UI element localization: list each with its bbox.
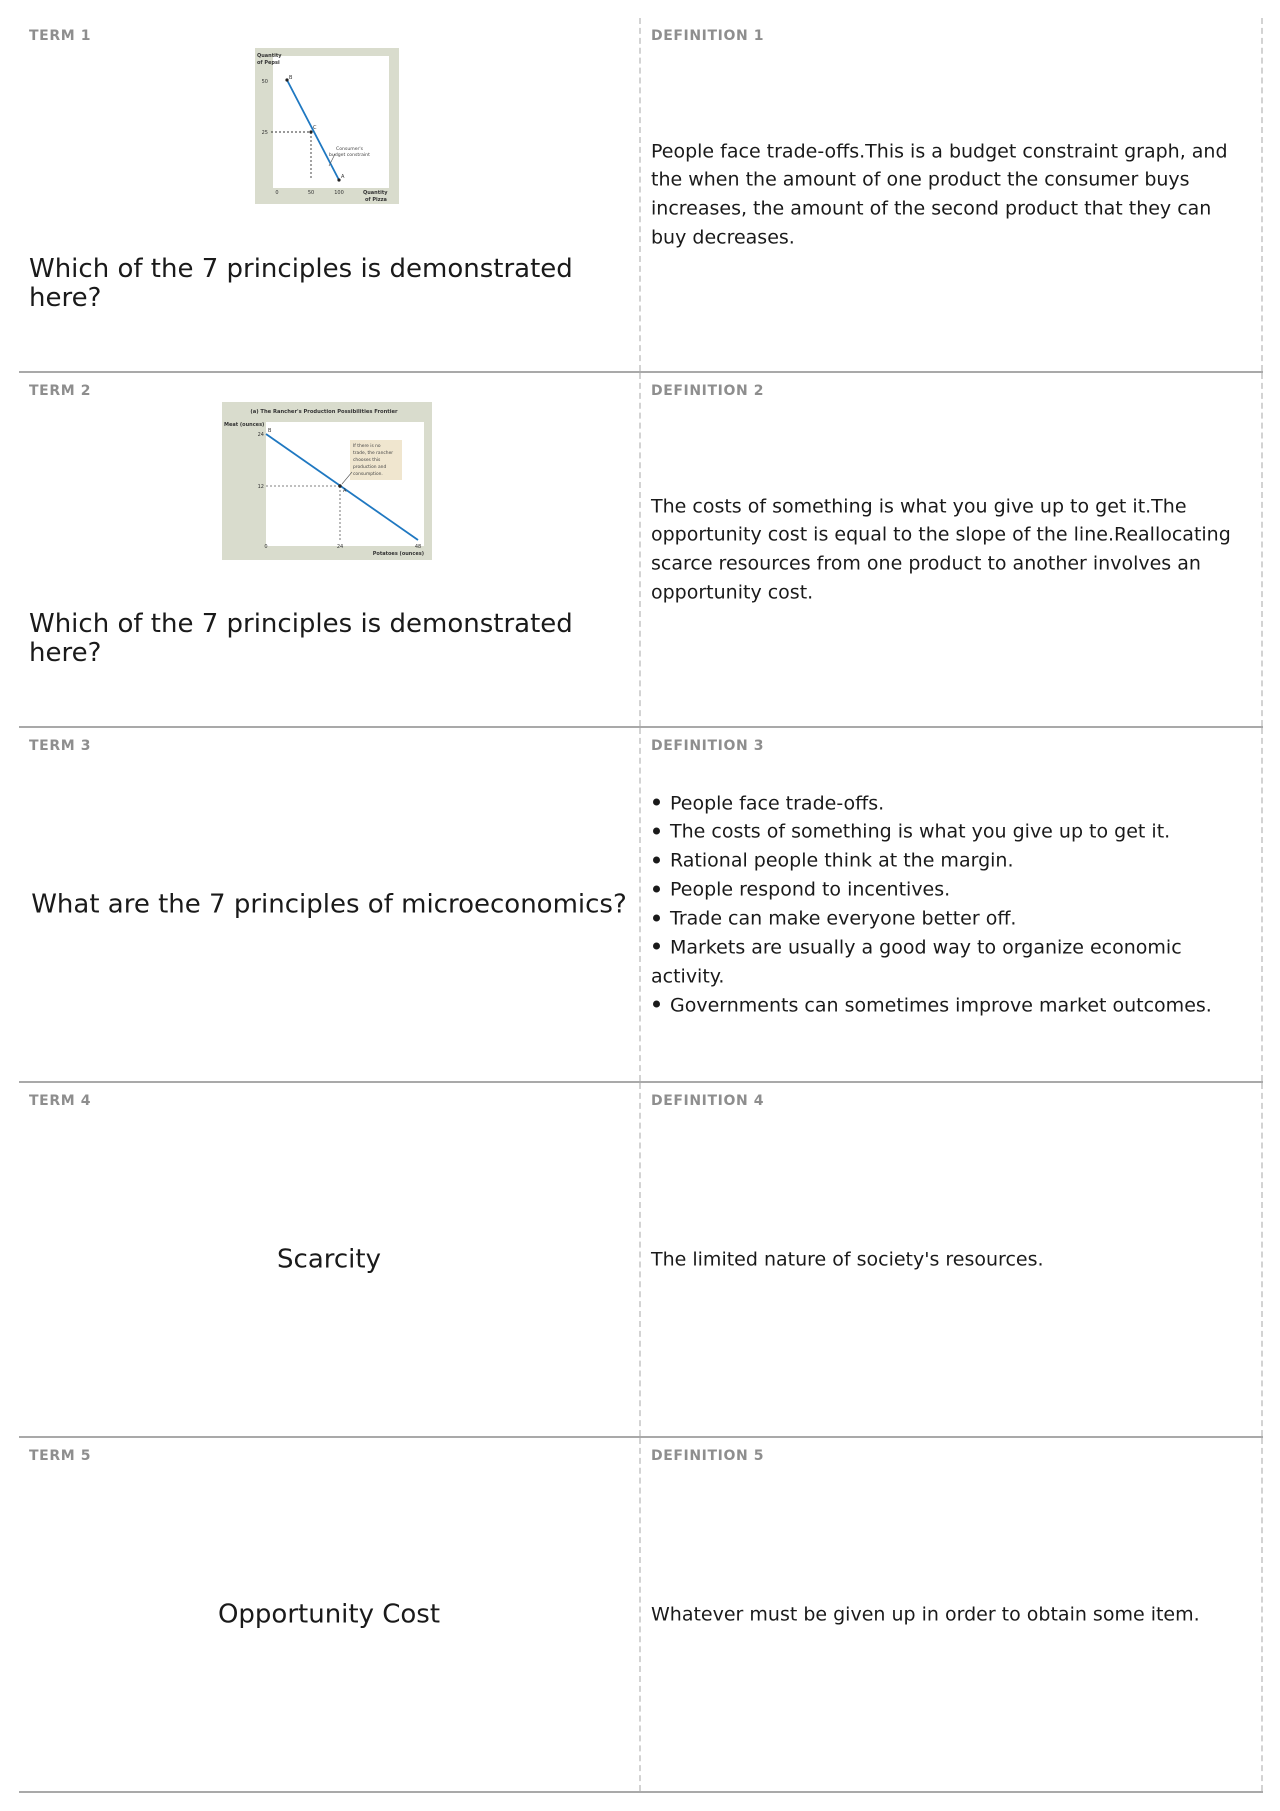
y-tick-label: 25 <box>261 130 268 136</box>
definition-cell-3 <box>641 728 1263 1081</box>
x-axis-title-line-1: Quantity <box>363 190 388 196</box>
definition-text: The costs of something is what you give up to get it.The opportunity cost is equal to the slope of the line.Reallocating scarce resources from one product to another involves an opportunity cost. <box>651 494 1231 604</box>
definition-text: People face trade-offs.This is a budget constraint graph, and the when the amount of one product the consumer buys increases, the amount of the second product that they can buy decreases. <box>651 139 1228 249</box>
point-label: A <box>341 174 345 180</box>
card-row-4 <box>19 1083 1263 1438</box>
term-text: Scarcity <box>277 1244 381 1275</box>
bullet-text: People face trade-offs. <box>670 792 885 814</box>
annotation-line-1: If there is no <box>353 444 381 449</box>
y-axis-title: Meat (ounces) <box>224 422 265 428</box>
annotation-line-4: production and <box>353 465 387 470</box>
definition-bullet-list <box>651 789 1247 1020</box>
budget-constraint-chart <box>255 48 399 204</box>
production-possibilities-graph <box>222 402 432 560</box>
term-text: What are the 7 principles of microeconomics? <box>31 889 627 920</box>
definition-cell-4 <box>641 1083 1263 1436</box>
budget-constraint-graph <box>255 48 399 204</box>
term-label: TERM 2 <box>29 383 92 399</box>
x-axis-title: Potatoes (ounces) <box>372 551 424 557</box>
bullet-dot-icon <box>653 914 660 921</box>
bullet-text: Governments can sometimes improve market outcomes. <box>670 994 1212 1017</box>
annotation-line-2: budget constraint <box>329 153 370 158</box>
bullet-dot-icon <box>653 1001 660 1008</box>
x-tick-label: 0 <box>275 190 279 196</box>
bullet-dot-icon <box>653 827 660 834</box>
definition-label: DEFINITION 5 <box>651 1448 765 1464</box>
bullet-item <box>651 818 1247 847</box>
term-cell-3 <box>19 728 641 1081</box>
figure-title: (a) The Rancher's Production Possibilities Frontier <box>250 409 398 415</box>
definition-text: Whatever must be given up in order to obtain some item. <box>651 1603 1200 1626</box>
annotation-line-2: trade, the rancher <box>353 451 394 456</box>
card-row-3 <box>19 728 1263 1083</box>
term-text: Which of the 7 principles is demonstrated here? <box>29 609 573 668</box>
definition-label: DEFINITION 1 <box>651 28 765 44</box>
bullet-item <box>651 876 1247 905</box>
bullet-item <box>651 905 1247 934</box>
x-tick-label: 24 <box>336 544 344 550</box>
term-label: TERM 3 <box>29 738 92 754</box>
annotation-line-5: consumption. <box>353 472 383 477</box>
bullet-item <box>651 789 1247 818</box>
bullet-text: People respond to incentives. <box>670 878 951 901</box>
y-axis-title-line-1: Quantity <box>257 53 282 59</box>
term-cell-5 <box>19 1438 641 1791</box>
term-label: TERM 1 <box>29 28 92 44</box>
card-row-2 <box>19 373 1263 728</box>
x-axis-title-line-2: of Pizza <box>365 197 387 203</box>
definition-cell-1 <box>641 18 1263 371</box>
annotation-line-3: chooses this <box>353 458 381 463</box>
bullet-dot-icon <box>653 856 660 863</box>
card-row-5 <box>19 1438 1263 1793</box>
y-tick-label: 24 <box>257 432 264 438</box>
x-tick-label: 48 <box>414 544 422 550</box>
bullet-dot-icon <box>653 799 660 806</box>
card-row-1 <box>19 18 1263 373</box>
term-cell-4 <box>19 1083 641 1436</box>
bullet-item <box>651 991 1247 1020</box>
term-text: Which of the 7 principles is demonstrated here? <box>29 254 573 313</box>
annotation-line-1: Consumer's <box>336 147 364 152</box>
definition-text: The limited nature of society's resources. <box>651 1248 1044 1271</box>
bullet-item <box>651 847 1247 876</box>
definition-label: DEFINITION 3 <box>651 738 765 754</box>
bullet-text: The costs of something is what you give up to get it. <box>670 820 1171 843</box>
point-label: B <box>268 428 272 434</box>
bullet-item <box>651 933 1247 991</box>
point-label: A <box>343 488 347 494</box>
ppf-chart <box>222 402 432 560</box>
bullet-text: Rational people think at the margin. <box>670 849 1014 872</box>
x-tick-label: 50 <box>307 190 315 196</box>
x-tick-label: 0 <box>264 544 268 550</box>
y-tick-label: 50 <box>261 79 268 85</box>
point-label: B <box>289 75 293 81</box>
y-tick-label: 12 <box>257 484 264 490</box>
definition-label: DEFINITION 2 <box>651 383 765 399</box>
definition-cell-5 <box>641 1438 1263 1791</box>
bullet-dot-icon <box>653 943 660 950</box>
bullet-text: Markets are usually a good way to organize economic activity. <box>651 936 1182 988</box>
term-cell-1 <box>19 18 641 371</box>
y-axis-title-line-2: of Pepsi <box>257 60 280 66</box>
definition-cell-2 <box>641 373 1263 726</box>
bullet-text: Trade can make everyone better off. <box>670 907 1017 930</box>
x-tick-label: 100 <box>334 190 344 196</box>
point-label: C <box>313 125 317 131</box>
term-cell-2 <box>19 373 641 726</box>
term-label: TERM 5 <box>29 1448 92 1464</box>
flashcard-sheet <box>19 18 1263 1793</box>
term-label: TERM 4 <box>29 1093 92 1109</box>
term-text: Opportunity Cost <box>217 1599 441 1630</box>
definition-label: DEFINITION 4 <box>651 1093 765 1109</box>
bullet-dot-icon <box>653 885 660 892</box>
